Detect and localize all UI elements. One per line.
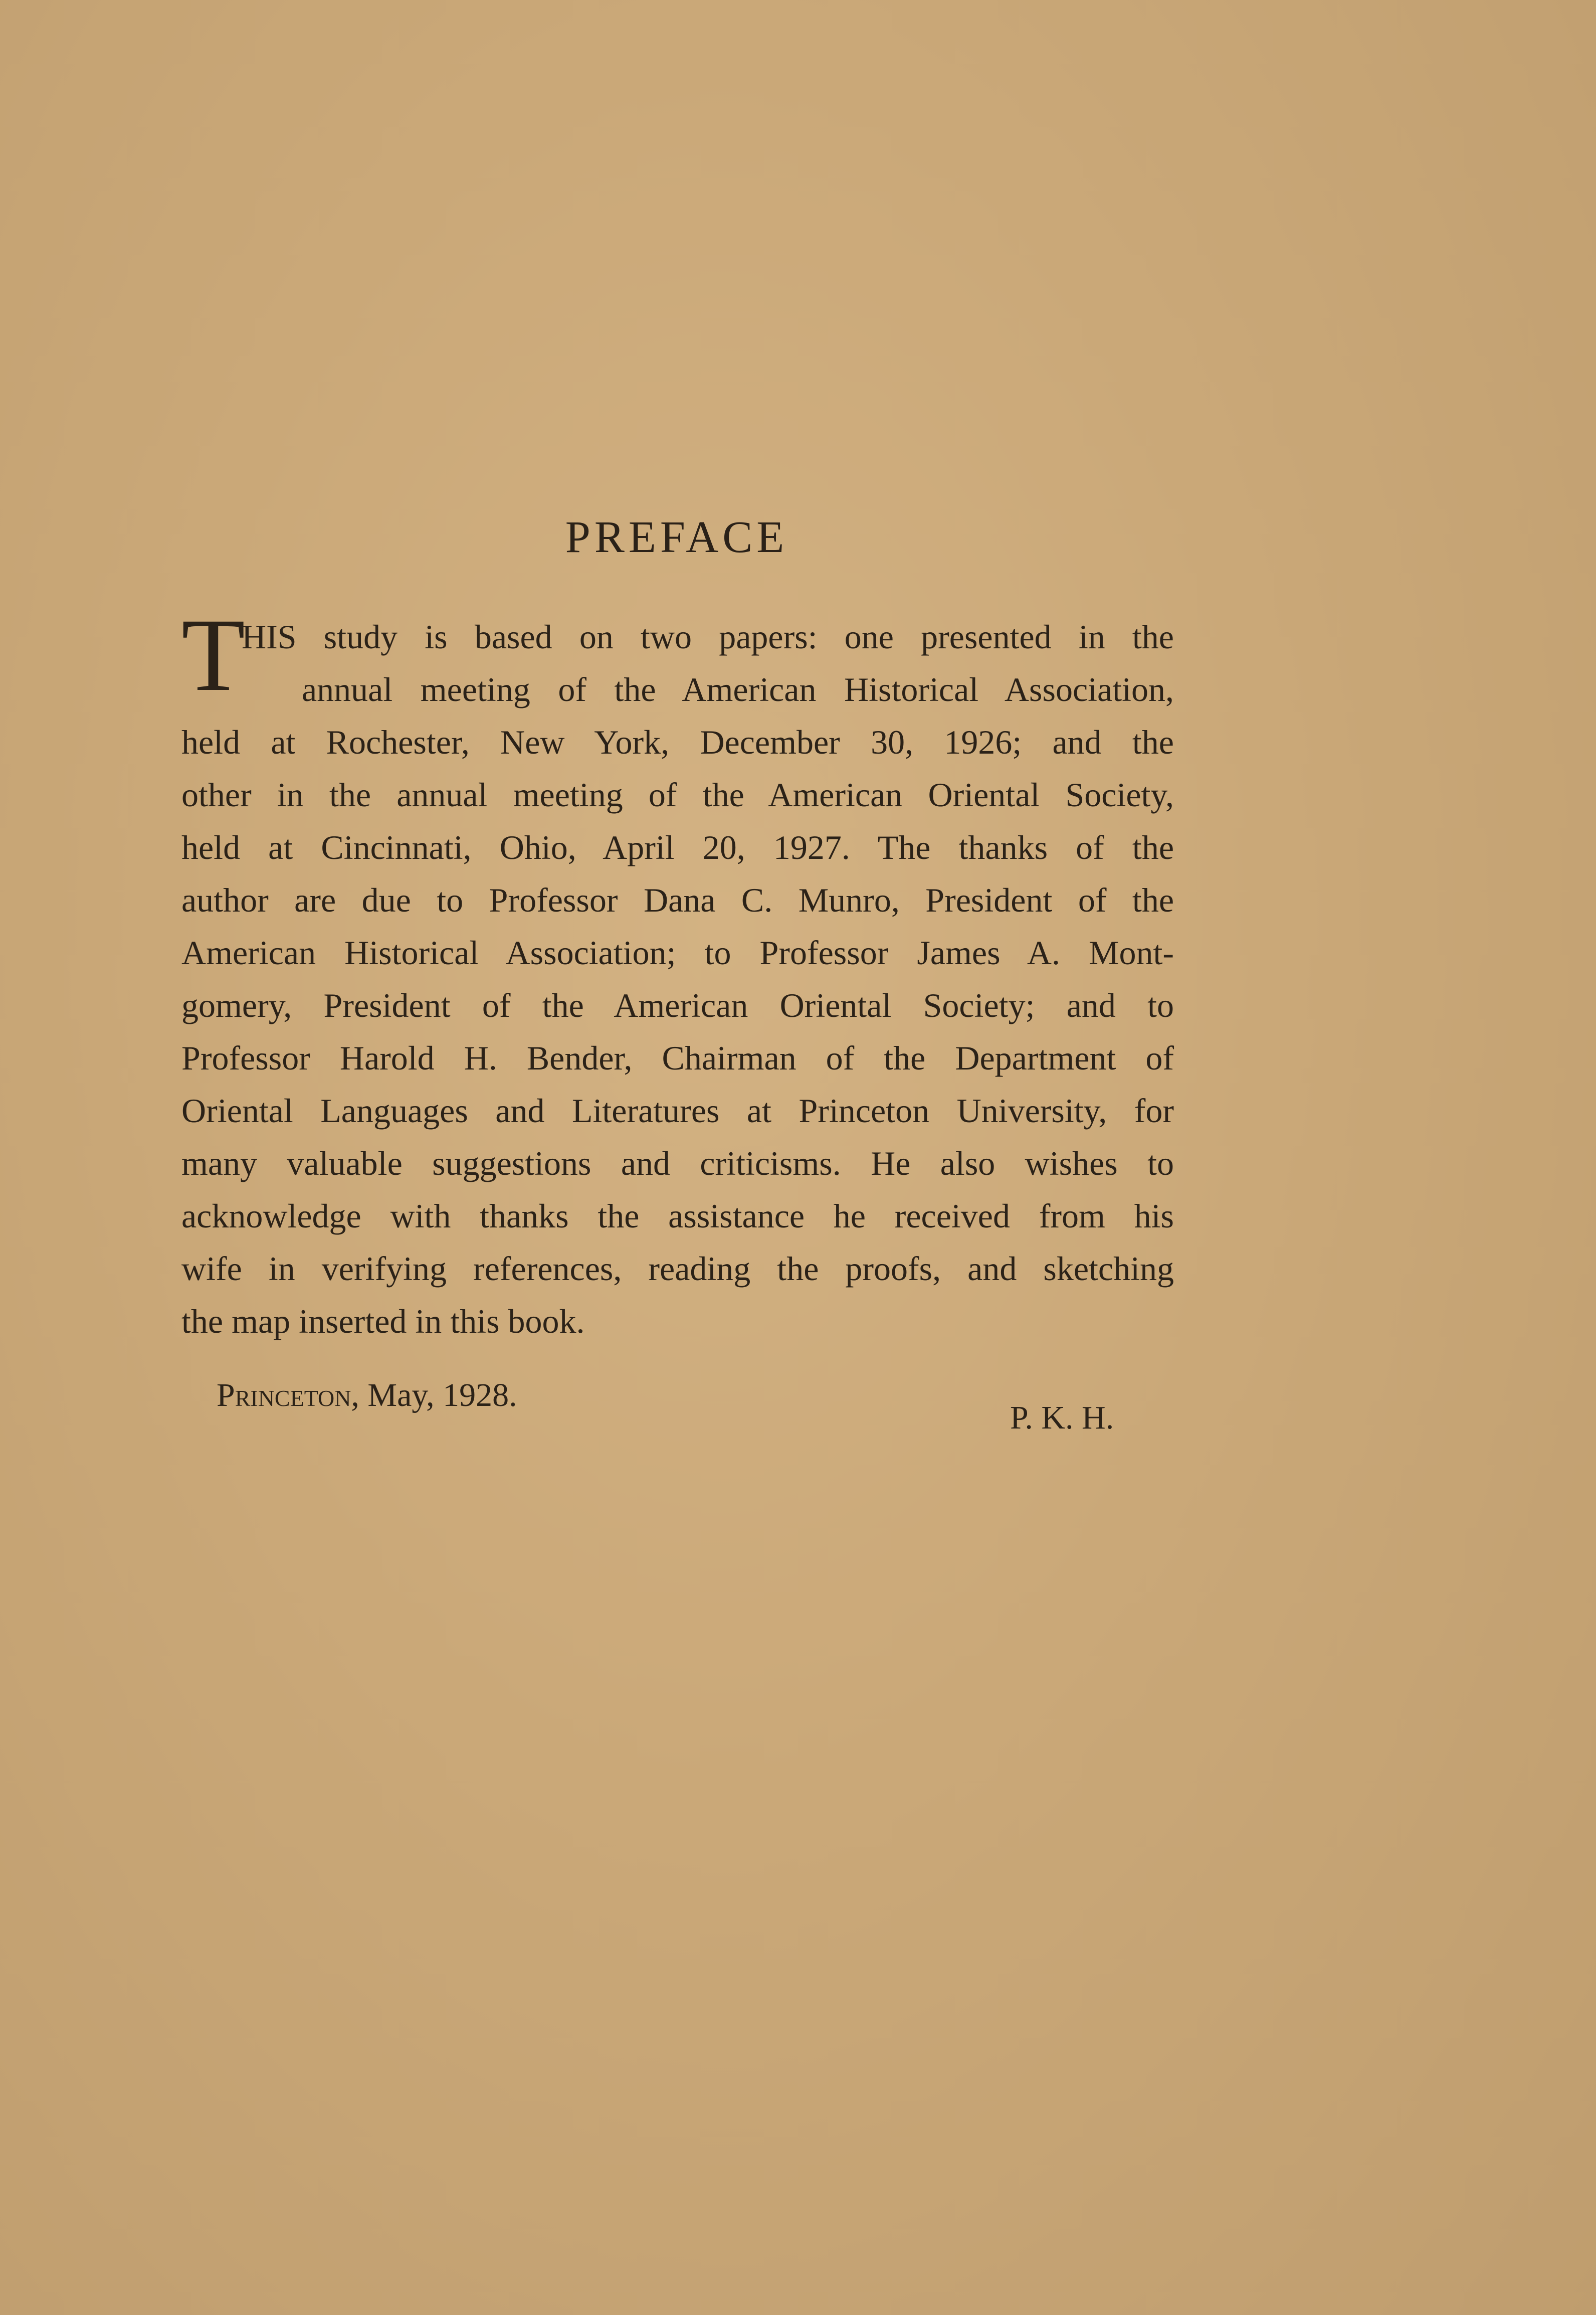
page-title: PREFACE bbox=[565, 512, 788, 562]
paragraph-line: the map inserted in this book. bbox=[181, 1302, 585, 1340]
preface-paragraph bbox=[181, 611, 1174, 1348]
paragraph-line: author are due to Professor Dana C. Munro, President of the bbox=[181, 881, 1174, 919]
paragraph-line: Professor Harold H. Bender, Chairman of the Department of bbox=[181, 1039, 1174, 1077]
paragraph-line: held at Rochester, New York, December 30, 1926; and the bbox=[181, 723, 1174, 761]
date: May, 1928. bbox=[367, 1377, 517, 1413]
paragraph-line: Oriental Languages and Literatures at Princeton University, for bbox=[181, 1092, 1174, 1130]
author-initials: P. K. H. bbox=[1010, 1399, 1114, 1436]
paragraph-line: acknowledge with thanks the assistance he received from his bbox=[181, 1197, 1174, 1235]
place: Princeton, bbox=[217, 1377, 359, 1413]
paragraph-line: American Historical Association; to Professor James A. Mont- bbox=[181, 934, 1174, 972]
paragraph-line: held at Cincinnati, Ohio, April 20, 1927. The thanks of the bbox=[181, 828, 1174, 866]
drop-cap: T bbox=[181, 597, 246, 713]
paragraph-line: HIS study is based on two papers: one presented in the bbox=[242, 618, 1174, 656]
place-date bbox=[217, 1376, 517, 1414]
paragraph-line: wife in verifying references, reading the proofs, and sketching bbox=[181, 1250, 1174, 1288]
paragraph-line: other in the annual meeting of the American Oriental Society, bbox=[181, 776, 1174, 814]
paragraph-line: many valuable suggestions and criticisms. He also wishes to bbox=[181, 1144, 1174, 1182]
paragraph-line: annual meeting of the American Historical Association, bbox=[302, 670, 1174, 708]
paragraph-line: gomery, President of the American Oriental Society; and to bbox=[181, 986, 1174, 1024]
